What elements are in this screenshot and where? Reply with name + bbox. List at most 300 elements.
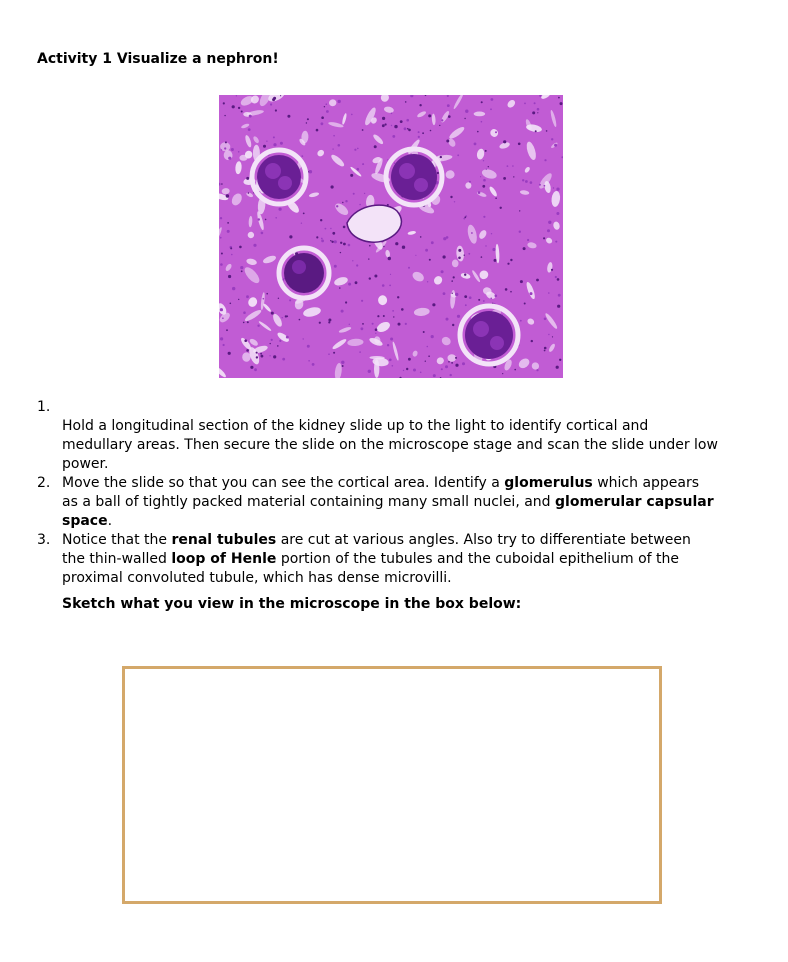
nucleus-dot xyxy=(443,292,446,295)
nucleus-dot xyxy=(401,308,404,311)
nucleus-dot xyxy=(558,294,561,297)
nucleus-dot xyxy=(361,327,364,330)
nucleus-dot xyxy=(440,156,442,158)
nucleus-dot xyxy=(270,343,271,344)
nucleus-dot xyxy=(263,298,265,300)
nucleus-dot xyxy=(241,111,243,113)
instruction-step-1 xyxy=(37,398,772,474)
nucleus-dot xyxy=(226,329,228,331)
nucleus-dot xyxy=(383,315,385,317)
nucleus-dot xyxy=(453,276,455,278)
nucleus-dot xyxy=(441,368,443,370)
nucleus-dot xyxy=(328,321,330,323)
nucleus-dot xyxy=(450,374,452,376)
nucleus-dot xyxy=(246,349,249,352)
nucleus-dot xyxy=(273,355,276,358)
nucleus-dot xyxy=(557,305,560,308)
nucleus-dot xyxy=(485,245,486,246)
nucleus-dot xyxy=(320,219,322,221)
nucleus-dot xyxy=(359,351,361,353)
nucleus-dot xyxy=(431,335,434,338)
nucleus-dot xyxy=(534,102,536,104)
activity-title: Activity 1 Visualize a nephron! xyxy=(37,51,279,67)
nucleus-dot xyxy=(331,185,334,188)
nucleus-dot xyxy=(230,303,232,305)
nucleus-dot xyxy=(510,259,512,261)
nucleus-dot xyxy=(439,125,440,126)
nucleus-dot xyxy=(343,243,346,246)
nucleus-dot xyxy=(289,299,291,301)
nucleus-dot xyxy=(559,359,561,361)
nucleus-dot xyxy=(354,149,356,151)
nucleus-dot xyxy=(503,140,506,143)
nucleus-dot xyxy=(224,147,226,149)
nucleus-dot xyxy=(307,118,309,120)
nucleus-dot xyxy=(405,323,407,325)
nucleus-dot xyxy=(408,358,411,361)
nucleus-dot xyxy=(312,363,315,366)
nucleus-dot xyxy=(441,119,443,121)
nucleus-dot xyxy=(278,298,279,299)
glomerulus-bottom-right xyxy=(460,306,518,364)
nucleus-dot xyxy=(321,122,324,125)
nucleus-dot xyxy=(258,218,260,220)
nucleus-dot xyxy=(446,318,449,321)
nucleus-dot xyxy=(522,179,524,181)
nucleus-dot xyxy=(483,300,485,302)
nucleus-dot xyxy=(275,109,277,111)
nucleus-dot xyxy=(408,129,411,132)
nucleus-dot xyxy=(256,352,258,354)
nucleus-dot xyxy=(273,143,276,146)
nucleus-dot xyxy=(345,301,347,303)
nucleus-dot xyxy=(224,115,225,116)
nucleus-dot xyxy=(458,257,461,260)
nucleus-dot xyxy=(270,103,272,105)
nucleus-dot xyxy=(555,276,557,278)
nucleus-dot xyxy=(494,259,497,262)
nucleus-dot xyxy=(454,201,455,202)
nucleus-dot xyxy=(390,338,393,341)
nucleus-dot xyxy=(427,346,429,348)
nucleus-dot xyxy=(535,130,537,132)
nucleus-dot xyxy=(383,246,384,247)
nucleus-dot xyxy=(254,368,257,371)
nucleus-dot xyxy=(407,128,409,130)
nucleus-dot xyxy=(537,108,540,111)
nucleus-dot xyxy=(482,185,485,188)
nucleus-dot xyxy=(307,345,310,348)
nucleus-dot xyxy=(557,278,560,281)
nucleus-dot xyxy=(382,284,385,287)
nucleus-dot xyxy=(419,104,421,106)
glomerulus-left xyxy=(279,248,329,298)
nucleus-dot xyxy=(321,238,323,240)
nucleus-dot xyxy=(250,366,253,369)
nucleus-dot xyxy=(303,213,305,215)
nucleus-dot xyxy=(451,280,453,282)
term-glomerular-capsular-space: glomerular capsular space xyxy=(62,494,714,529)
nucleus-dot xyxy=(441,270,444,273)
nucleus-dot xyxy=(279,340,281,342)
nucleus-dot xyxy=(556,212,559,215)
instruction-step-2 xyxy=(37,474,772,531)
nucleus-dot xyxy=(351,114,353,116)
nucleus-dot xyxy=(546,130,548,132)
nucleus-dot xyxy=(420,372,422,374)
nucleus-dot xyxy=(510,291,512,293)
nucleus-dot xyxy=(374,275,377,278)
nucleus-dot xyxy=(330,240,331,241)
nucleus-dot xyxy=(495,197,497,199)
nucleus-dot xyxy=(389,359,392,362)
nucleus-dot xyxy=(413,369,416,372)
nucleus-dot xyxy=(474,143,477,146)
nucleus-dot xyxy=(507,263,509,265)
nucleus-dot xyxy=(555,241,557,243)
nucleus-dot xyxy=(228,275,231,278)
nucleus-dot xyxy=(225,141,227,143)
term-loop-of-henle: loop of Henle xyxy=(171,551,277,567)
nucleus-dot xyxy=(464,295,467,298)
nucleus-dot xyxy=(308,360,310,362)
nucleus-dot xyxy=(392,310,394,312)
nucleus-dot xyxy=(348,283,351,286)
nucleus-dot xyxy=(343,226,346,229)
nucleus-dot xyxy=(282,317,283,318)
nucleus-dot xyxy=(394,125,397,128)
nucleus-dot xyxy=(518,143,521,146)
nucleus-dot xyxy=(556,366,559,369)
nucleus-dot xyxy=(551,269,553,271)
nucleus-dot xyxy=(220,237,222,239)
nucleus-dot xyxy=(536,279,539,282)
nucleus-dot xyxy=(220,308,223,311)
nucleus-dot xyxy=(483,160,484,161)
nucleus-dot xyxy=(455,357,457,359)
nucleus-dot xyxy=(287,115,290,118)
nucleus-dot xyxy=(321,240,324,243)
nucleus-dot xyxy=(446,140,449,143)
nucleus-dot xyxy=(554,144,557,147)
nucleus-dot xyxy=(560,102,563,105)
nucleus-dot xyxy=(261,232,264,235)
nucleus-dot xyxy=(336,205,338,207)
nucleus-dot xyxy=(448,361,450,363)
nucleus-dot xyxy=(277,345,279,347)
nucleus-dot xyxy=(364,193,365,194)
nucleus-dot xyxy=(544,318,547,321)
step-text xyxy=(62,531,772,588)
nucleus-dot xyxy=(228,157,231,160)
nucleus-dot xyxy=(356,264,358,266)
nucleus-dot xyxy=(531,340,533,342)
nucleus-dot xyxy=(457,315,460,318)
nucleus-dot xyxy=(340,252,341,253)
nucleus-dot xyxy=(418,131,420,133)
nucleus-dot xyxy=(248,192,250,194)
step-text-segment: which appears as a ball of tightly packed material containing many small nuclei, and xyxy=(62,475,700,510)
nucleus-dot xyxy=(530,181,533,184)
nucleus-dot xyxy=(495,295,498,298)
nucleus-dot xyxy=(387,344,389,346)
nucleus-dot xyxy=(514,369,516,371)
nucleus-dot xyxy=(385,123,387,125)
nucleus-dot xyxy=(406,119,409,122)
nucleus-dot xyxy=(415,255,416,256)
nucleus-dot xyxy=(285,315,287,317)
nucleus-dot xyxy=(345,200,347,202)
step-number: 3. xyxy=(37,532,51,548)
nucleus-dot xyxy=(544,350,546,352)
nucleus-dot xyxy=(341,361,344,364)
nucleus-dot xyxy=(261,355,264,358)
nucleus-dot xyxy=(266,293,268,295)
nucleus-dot xyxy=(220,217,222,219)
nucleus-dot xyxy=(374,145,377,148)
nucleus-dot xyxy=(471,232,473,234)
nucleus-dot xyxy=(316,236,318,238)
nucleus-dot xyxy=(382,124,385,127)
nucleus-dot xyxy=(430,130,432,132)
nucleus-dot xyxy=(483,179,486,182)
nucleus-dot xyxy=(451,362,453,364)
nucleus-dot xyxy=(226,194,229,197)
nucleus-dot xyxy=(357,168,360,171)
nucleus-dot xyxy=(299,319,301,321)
nucleus-dot xyxy=(333,135,335,137)
nucleus-dot xyxy=(480,176,481,177)
nucleus-dot xyxy=(328,353,330,355)
nucleus-dot xyxy=(328,319,331,322)
nucleus-dot xyxy=(249,115,252,118)
step-text-segment: portion of the tubules and the cuboidal epithelium of the proximal convoluted tubule, which has dense microvilli. xyxy=(62,551,679,586)
nucleus-dot xyxy=(492,248,495,251)
nucleus-dot xyxy=(507,165,509,167)
step-text-segment: Move the slide so that you can see the cortical area. Identify a xyxy=(62,475,505,491)
nucleus-dot xyxy=(446,236,449,239)
nucleus-dot xyxy=(332,232,335,235)
nucleus-dot xyxy=(280,142,283,145)
nucleus-dot xyxy=(227,230,230,233)
nucleus-dot xyxy=(527,239,529,241)
nucleus-dot xyxy=(280,95,281,96)
nucleus-dot xyxy=(352,260,353,261)
nucleus-dot xyxy=(539,184,541,186)
nucleus-dot xyxy=(420,236,422,238)
step-text xyxy=(62,474,772,531)
nucleus-dot xyxy=(389,285,391,287)
nucleus-dot xyxy=(428,355,430,357)
nucleus-dot xyxy=(408,267,410,269)
nucleus-dot xyxy=(402,246,405,249)
nucleus-dot xyxy=(483,216,485,218)
nucleus-dot xyxy=(455,364,458,367)
nucleus-dot xyxy=(392,135,395,138)
nucleus-dot xyxy=(338,100,341,103)
nucleus-dot xyxy=(227,222,229,224)
nucleus-dot xyxy=(331,241,333,243)
nucleus-dot xyxy=(355,281,358,284)
nucleus-dot xyxy=(391,125,392,126)
nucleus-dot xyxy=(375,333,376,334)
nucleus-dot xyxy=(334,265,337,268)
nucleus-dot xyxy=(333,352,335,354)
nucleus-dot xyxy=(220,337,223,340)
nucleus-dot xyxy=(523,247,526,250)
nucleus-dot xyxy=(342,202,343,203)
nucleus-dot xyxy=(425,249,428,252)
nucleus-dot xyxy=(500,207,502,209)
sketch-prompt: Sketch what you view in the microscope in the box below: xyxy=(62,596,522,612)
step-text-segment: . xyxy=(107,513,113,529)
nucleus-dot xyxy=(340,242,342,244)
nucleus-dot xyxy=(428,114,431,117)
nucleus-dot xyxy=(478,191,481,194)
nucleus-dot xyxy=(481,121,483,123)
nucleus-dot xyxy=(220,263,223,266)
nucleus-dot xyxy=(431,241,434,244)
nucleus-dot xyxy=(232,105,235,108)
nucleus-dot xyxy=(321,116,324,119)
nucleus-dot xyxy=(263,145,266,148)
nucleus-dot xyxy=(558,97,560,99)
nucleus-dot xyxy=(455,293,458,296)
nucleus-dot xyxy=(394,163,395,164)
instruction-list xyxy=(37,398,772,588)
nucleus-dot xyxy=(547,229,550,232)
nucleus-dot xyxy=(433,374,436,377)
nucleus-dot xyxy=(443,255,446,258)
nucleus-dot xyxy=(548,292,550,294)
sketch-box[interactable] xyxy=(122,666,662,904)
nucleus-dot xyxy=(362,323,364,325)
nucleus-dot xyxy=(537,112,538,113)
nucleus-dot xyxy=(362,129,364,131)
nucleus-dot xyxy=(524,303,526,305)
term-glomerulus: glomerulus xyxy=(504,475,593,491)
nucleus-dot xyxy=(548,334,549,335)
nucleus-dot xyxy=(382,117,385,120)
glomerulus-top-center xyxy=(386,149,442,205)
nucleus-dot xyxy=(405,101,407,103)
nucleus-dot xyxy=(425,361,426,362)
nucleus-dot xyxy=(393,316,394,317)
nucleus-dot xyxy=(452,293,453,294)
nucleus-dot xyxy=(362,163,364,165)
nucleus-dot xyxy=(266,141,267,142)
nucleus-dot xyxy=(368,258,369,259)
nucleus-dot xyxy=(306,122,307,123)
nucleus-dot xyxy=(400,120,403,123)
nucleus-dot xyxy=(239,246,242,249)
nucleus-dot xyxy=(464,216,466,218)
nucleus-dot xyxy=(388,257,391,260)
nucleus-dot xyxy=(253,244,256,247)
nucleus-dot xyxy=(319,322,321,324)
nucleus-dot xyxy=(390,274,391,275)
nucleus-dot xyxy=(445,365,448,368)
nucleus-dot xyxy=(316,129,319,132)
nucleus-dot xyxy=(513,176,514,177)
nucleus-dot xyxy=(465,110,468,113)
nucleus-dot xyxy=(492,303,493,304)
nucleus-dot xyxy=(271,312,274,315)
nucleus-dot xyxy=(359,204,361,206)
tubule-lumen xyxy=(474,112,486,117)
nucleus-dot xyxy=(395,242,398,245)
nucleus-dot xyxy=(246,295,249,298)
nucleus-dot xyxy=(548,221,551,224)
nucleus-dot xyxy=(240,266,243,269)
nucleus-dot xyxy=(369,245,371,247)
nucleus-dot xyxy=(326,103,328,105)
nucleus-dot xyxy=(491,233,492,234)
nucleus-dot xyxy=(243,311,246,314)
nucleus-dot xyxy=(544,159,546,161)
nucleus-dot xyxy=(238,299,239,300)
nucleus-dot xyxy=(532,111,535,114)
nucleus-dot xyxy=(481,101,483,103)
nucleus-dot xyxy=(339,287,341,289)
nucleus-dot xyxy=(469,181,471,183)
nucleus-dot xyxy=(357,148,359,150)
nucleus-dot xyxy=(536,369,538,371)
nucleus-dot xyxy=(481,256,483,258)
nucleus-dot xyxy=(387,159,388,160)
nucleus-dot xyxy=(457,154,459,156)
nucleus-dot xyxy=(544,347,547,350)
nucleus-dot xyxy=(301,223,302,224)
nucleus-dot xyxy=(228,352,231,355)
nucleus-dot xyxy=(543,237,545,239)
nucleus-dot xyxy=(372,323,374,325)
nucleus-dot xyxy=(342,365,344,367)
nucleus-dot xyxy=(452,324,454,326)
nucleus-dot xyxy=(223,344,225,346)
nucleus-dot xyxy=(246,177,249,180)
nucleus-dot xyxy=(271,339,273,341)
nucleus-dot xyxy=(231,148,234,151)
step-number: 1. xyxy=(37,399,51,415)
nucleus-dot xyxy=(361,300,363,302)
kidney-micrograph xyxy=(219,95,563,378)
nucleus-dot xyxy=(397,296,399,298)
nucleus-dot xyxy=(432,303,435,306)
nucleus-dot xyxy=(279,208,282,211)
nucleus-dot xyxy=(309,170,312,173)
nucleus-dot xyxy=(464,118,465,119)
nucleus-dot xyxy=(273,97,276,100)
nucleus-dot xyxy=(341,310,344,313)
nucleus-dot xyxy=(286,336,289,339)
nucleus-dot xyxy=(221,183,223,185)
step-text-segment: Hold a longitudinal section of the kidney slide up to the light to identify cortical and medullary areas. Then secure the slide on the microscope stage and scan the slide under low power. xyxy=(62,418,718,472)
nucleus-dot xyxy=(556,188,559,191)
nucleus-dot xyxy=(301,155,303,157)
nucleus-dot xyxy=(330,228,331,229)
nucleus-dot xyxy=(495,131,497,133)
nucleus-dot xyxy=(490,108,492,110)
nucleus-dot xyxy=(552,336,553,337)
term-renal-tubules: renal tubules xyxy=(171,532,277,548)
nucleus-dot xyxy=(524,103,526,105)
step-number: 2. xyxy=(37,475,51,491)
instruction-step-3 xyxy=(37,531,772,588)
nucleus-dot xyxy=(403,370,404,371)
nucleus-dot xyxy=(353,193,355,195)
nucleus-dot xyxy=(248,128,251,131)
